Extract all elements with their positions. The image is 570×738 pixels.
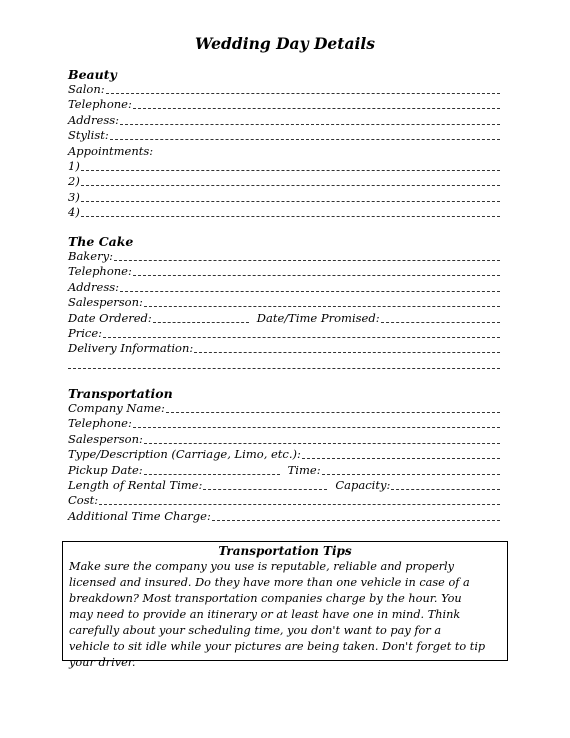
tips-line: licensed and insured. Do they have more than one vehicle in case of a [69,576,470,589]
beauty-telephone-field[interactable] [133,97,500,109]
length-of-rental-time-label: Length of Rental Time: [68,477,203,492]
additional-time-charge-row [68,509,502,524]
beauty-address-row [68,113,502,128]
tips-line: breakdown? Most transportation companies charge by the hour. You [69,592,462,605]
time-field[interactable] [322,463,500,475]
appointment-3-label: 3) [68,189,80,204]
appointment-2-row [68,174,502,189]
type-description-label: Type/Description (Carriage, Limo, etc.): [68,447,301,462]
length-of-rental-time-field[interactable] [203,478,327,490]
type-description-row [68,447,502,462]
tips-line: may need to provide an itinerary or at least have one in mind. Think [69,608,461,621]
date-ordered-field[interactable] [153,311,249,323]
transportation-section [68,386,502,524]
page-title: Wedding Day Details [195,34,375,53]
pickup-date-label: Pickup Date: [68,462,143,477]
time-label: Time: [287,462,321,477]
date-ordered-row [68,311,502,326]
cake-address-field[interactable] [120,280,500,292]
cake-salesperson-label: Salesperson: [68,295,143,310]
beauty-address-field[interactable] [120,113,500,125]
salon-row [68,82,502,97]
length-of-rental-time-row [68,478,502,493]
company-name-field[interactable] [166,401,500,413]
cost-row [68,493,502,508]
appointments-row [68,144,502,159]
appointment-1-field[interactable] [81,159,500,171]
tips-line: carefully about your scheduling time, you don't want to pay for a [69,624,442,637]
stylist-row [68,128,502,143]
bakery-field[interactable] [114,249,500,261]
appointment-4-row [68,205,502,220]
cake-address-label: Address: [68,279,120,294]
cake-telephone-row [68,264,502,279]
beauty-section [68,67,502,221]
cost-label: Cost: [68,493,99,508]
company-name-row [68,401,502,416]
appointment-4-label: 4) [68,205,80,220]
date-time-promised-label: Date/Time Promised: [256,310,380,325]
price-row [68,326,502,341]
salon-label: Salon: [68,82,105,96]
stylist-field[interactable] [110,128,500,140]
date-ordered-label: Date Ordered: [68,310,152,325]
tips-line: your driver. [69,656,136,669]
transport-salesperson-row [68,432,502,447]
capacity-label: Capacity: [335,477,391,492]
beauty-heading: Beauty [68,67,117,82]
transportation-tips-box [62,541,508,669]
appointments-label: Appointments: [68,143,154,158]
delivery-information-label: Delivery Information: [68,341,194,356]
appointment-2-field[interactable] [81,174,500,186]
tips-line: Make sure the company you use is reputable, reliable and properly [69,560,455,573]
cake-telephone-field[interactable] [133,264,500,276]
appointment-4-field[interactable] [81,205,500,217]
pickup-date-row [68,463,502,478]
bakery-label: Bakery: [68,249,113,263]
delivery-information-row [68,341,502,356]
transport-telephone-label: Telephone: [68,416,132,431]
additional-time-charge-field[interactable] [212,509,500,521]
bakery-row [68,249,502,264]
capacity-field[interactable] [391,478,500,490]
appointment-2-label: 2) [68,174,80,189]
cake-heading: The Cake [68,234,134,249]
transport-telephone-field[interactable] [133,416,500,428]
beauty-telephone-row [68,97,502,112]
appointment-1-label: 1) [68,158,80,173]
beauty-telephone-label: Telephone: [68,97,132,112]
cake-salesperson-field[interactable] [144,295,500,307]
transport-salesperson-field[interactable] [144,432,500,444]
appointment-3-row [68,190,502,205]
cake-salesperson-row [68,295,502,310]
transportation-heading: Transportation [68,386,173,401]
delivery-information-extra-row [68,357,502,372]
additional-time-charge-label: Additional Time Charge: [68,508,211,523]
pickup-date-field[interactable] [144,463,280,475]
salon-field[interactable] [106,82,500,94]
price-label: Price: [68,325,103,340]
stylist-label: Stylist: [68,128,109,143]
cake-address-row [68,280,502,295]
delivery-information-field[interactable] [194,341,500,353]
company-name-label: Company Name: [68,401,165,415]
appointment-1-row [68,159,502,174]
type-description-field[interactable] [302,447,500,459]
delivery-information-extra-field[interactable] [68,357,500,369]
cake-telephone-label: Telephone: [68,264,132,279]
appointment-3-field[interactable] [81,190,500,202]
date-time-promised-field[interactable] [381,311,500,323]
cost-field[interactable] [99,493,500,505]
tips-line: vehicle to sit idle while your pictures are being taken. Don't forget to tip [69,640,486,653]
transport-telephone-row [68,416,502,431]
beauty-address-label: Address: [68,112,120,127]
price-field[interactable] [103,326,500,338]
transport-salesperson-label: Salesperson: [68,431,143,446]
transportation-tips-heading: Transportation Tips [218,544,352,558]
cake-section [68,234,502,372]
